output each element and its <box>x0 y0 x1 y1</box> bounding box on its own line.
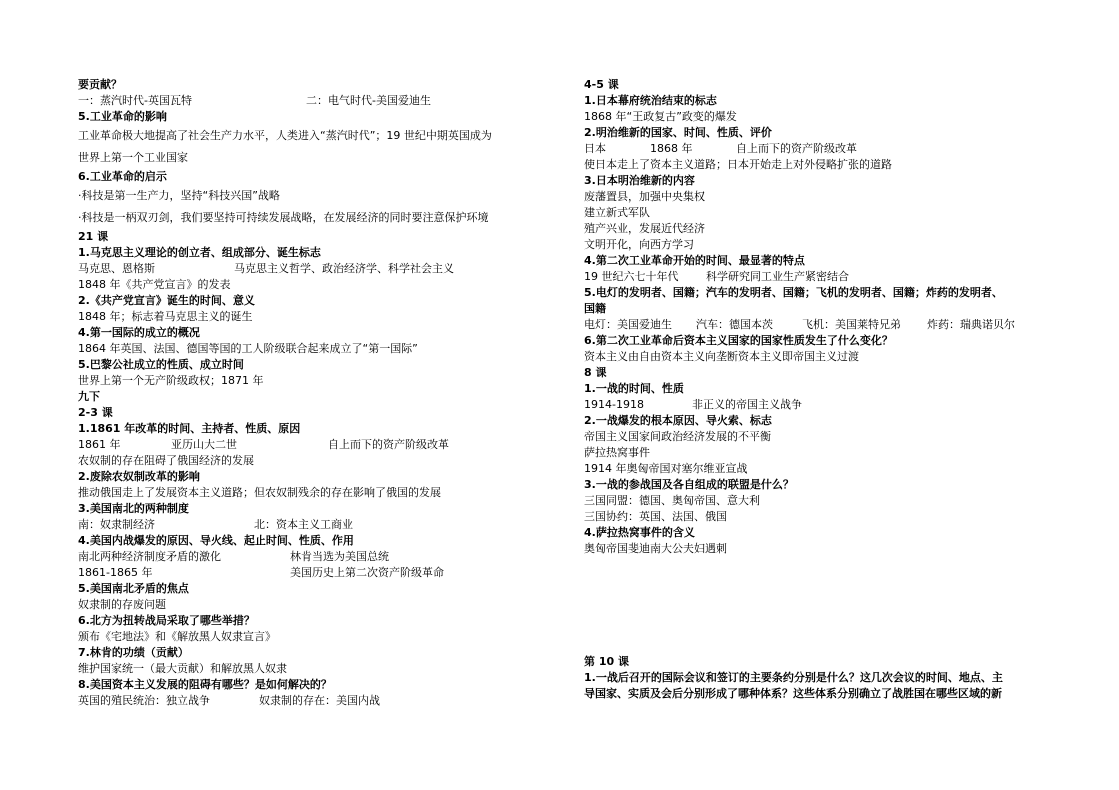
text-line: 颁布《宅地法》和《解放黑人奴隶宣言》 <box>78 630 276 643</box>
section-heading: 1.日本幕府统治结束的标志 <box>584 94 717 107</box>
text-line: 维护国家统一（最大贡献）和解放黑人奴隶 <box>78 662 287 675</box>
text-segment: 19 世纪六七十年代 <box>584 270 679 283</box>
section-heading: 3.日本明治维新的内容 <box>584 174 695 187</box>
section-heading: 2.一战爆发的根本原因、导火索、标志 <box>584 414 772 427</box>
section-heading: 1.一战的时间、性质 <box>584 382 684 395</box>
section-heading: 2.《共产党宣言》诞生的时间、意义 <box>78 294 255 307</box>
text-segment: 炸药：瑞典诺贝尔 <box>927 318 1015 331</box>
section-heading: 7.林肯的功绩（贡献） <box>78 646 189 659</box>
text-line: ·科技是第一生产力，坚持“科技兴国”战略 <box>78 189 280 202</box>
text-line: 帝国主义国家间政治经济发展的不平衡 <box>584 430 771 443</box>
section-heading: 3.一战的参战国及各自组成的联盟是什么？ <box>584 478 794 491</box>
section-heading: 6.北方为扭转战局采取了哪些举措？ <box>78 614 255 627</box>
text-segment: 1914-1918 <box>584 398 644 411</box>
section-heading: 6.工业革命的启示 <box>78 170 167 183</box>
text-segment: 汽车：德国本茨 <box>696 318 773 331</box>
text-line <box>78 517 558 533</box>
lesson-heading: 第 10 课 <box>584 655 629 668</box>
section-heading: 1.一战后召开的国际会议和签订的主要条约分别是什么？这几次会议的时间、地点、主 <box>584 671 1003 684</box>
text-line: 建立新式军队 <box>584 206 650 219</box>
text-segment: 科学研究同工业生产紧密结合 <box>706 270 849 283</box>
section-heading: 5.巴黎公社成立的性质、成立时间 <box>78 358 244 371</box>
text-segment: 马克思、恩格斯 <box>78 262 155 275</box>
text-segment: 日本 <box>584 142 606 155</box>
text-line: 1868 年“王政复古”政变的爆发 <box>584 110 737 123</box>
text-line <box>78 437 558 453</box>
text-line: 废藩置县，加强中央集权 <box>584 190 705 203</box>
section-heading: 8.美国资本主义发展的阻碍有哪些？是如何解决的？ <box>78 678 332 691</box>
text-line: 世界上第一个无产阶级政权；1871 年 <box>78 374 264 387</box>
text-line: 资本主义由自由资本主义向垄断资本主义即帝国主义过渡 <box>584 350 859 363</box>
text-line: 萨拉热窝事件 <box>584 446 650 459</box>
section-heading: 1.马克思主义理论的创立者、组成部分、诞生标志 <box>78 246 321 259</box>
text-line: ·科技是一柄双刃剑，我们要坚持可持续发展战略，在发展经济的同时要注意保护环境 <box>78 211 489 224</box>
section-heading: 1.1861 年改革的时间、主持者、性质、原因 <box>78 422 301 435</box>
text-line <box>78 693 558 709</box>
section-heading: 4.萨拉热窝事件的含义 <box>584 526 695 539</box>
section-heading: 4.美国内战爆发的原因、导火线、起止时间、性质、作用 <box>78 534 354 547</box>
text-segment: 飞机：美国莱特兄弟 <box>802 318 901 331</box>
text-segment: 自上而下的资产阶级改革 <box>328 438 449 451</box>
text-segment: 电灯：美国爱迪生 <box>584 318 672 331</box>
text-line: 农奴制的存在阻碍了俄国经济的发展 <box>78 454 254 467</box>
section-heading: 5.工业革命的影响 <box>78 110 167 123</box>
text-segment: 南：奴隶制经济 <box>78 518 155 531</box>
text-segment: 奴隶制的存在：美国内战 <box>259 694 380 707</box>
text-line: 世界上第一个工业国家 <box>78 151 188 164</box>
section-heading: 2.废除农奴制改革的影响 <box>78 470 200 483</box>
text-line <box>584 397 1054 413</box>
lesson-heading: 21 课 <box>78 230 109 243</box>
text-segment: 非正义的帝国主义战争 <box>692 398 802 411</box>
text-line: 1914 年奥匈帝国对塞尔维亚宣战 <box>584 462 748 475</box>
text-line: 三国同盟：德国、奥匈帝国、意大利 <box>584 494 760 507</box>
lesson-heading: 8 课 <box>584 366 607 379</box>
text-line: 三国协约：英国、法国、俄国 <box>584 510 727 523</box>
text-line <box>78 261 558 277</box>
text-line: 奴隶制的存废问题 <box>78 598 166 611</box>
text-segment: 1861 年 <box>78 438 121 451</box>
text-segment: 自上而下的资产阶级改革 <box>736 142 857 155</box>
text-segment: 林肯当选为美国总统 <box>290 550 389 563</box>
text-line: 奥匈帝国斐迪南大公夫妇遇刺 <box>584 542 727 555</box>
text-line: 1848 年《共产党宣言》的发表 <box>78 278 231 291</box>
text-segment: 1868 年 <box>650 142 693 155</box>
section-heading: 4.第一国际的成立的概况 <box>78 326 200 339</box>
text-line: 使日本走上了资本主义道路；日本开始走上对外侵略扩张的道路 <box>584 158 892 171</box>
section-heading: 6.第二次工业革命后资本主义国家的国家性质发生了什么变化？ <box>584 334 893 347</box>
section-heading: 5.电灯的发明者、国籍；汽车的发明者、国籍；飞机的发明者、国籍；炸药的发明者、 <box>584 286 1003 299</box>
lesson-heading: 4-5 课 <box>584 78 619 91</box>
text-segment: 马克思主义哲学、政治经济学、科学社会主义 <box>234 262 454 275</box>
section-heading: 2.明治维新的国家、时间、性质、评价 <box>584 126 772 139</box>
section-heading: 导国家、实质及会后分别形成了哪种体系？这些体系分别确立了战胜国在哪些区域的新 <box>584 687 1002 700</box>
text-line <box>78 549 558 565</box>
section-heading: 3.美国南北的两种制度 <box>78 502 189 515</box>
text-line: 推动俄国走上了发展资本主义道路；但农奴制残余的存在影响了俄国的发展 <box>78 486 441 499</box>
text-line: 1848 年；标志着马克思主义的诞生 <box>78 310 253 323</box>
text-segment: 一：蒸汽时代-英国瓦特 <box>78 94 192 107</box>
section-heading: 国籍 <box>584 302 606 315</box>
text-line: 文明开化，向西方学习 <box>584 238 694 251</box>
text-segment: 英国的殖民统治：独立战争 <box>78 694 210 707</box>
text-segment: 亚历山大二世 <box>171 438 237 451</box>
text-line: 要贡献？ <box>78 78 122 91</box>
text-segment: 北：资本主义工商业 <box>254 518 353 531</box>
left-column <box>78 77 558 709</box>
text-line <box>584 317 1054 333</box>
section-heading: 5.美国南北矛盾的焦点 <box>78 582 189 595</box>
text-line: 工业革命极大地提高了社会生产力水平，人类进入“蒸汽时代”；19 世纪中期英国成为 <box>78 129 492 142</box>
lesson-heading: 2-3 课 <box>78 406 113 419</box>
text-line <box>584 141 1054 157</box>
text-line <box>78 565 558 581</box>
right-column <box>584 77 1054 557</box>
text-line: 殖产兴业，发展近代经济 <box>584 222 705 235</box>
text-line <box>584 269 1054 285</box>
text-line: 1864 年英国、法国、德国等国的工人阶级联合起来成立了“第一国际” <box>78 342 418 355</box>
section-heading: 4.第二次工业革命开始的时间、最显著的特点 <box>584 254 805 267</box>
text-segment: 南北两种经济制度矛盾的激化 <box>78 550 221 563</box>
right-column-lower <box>584 654 1054 702</box>
text-line <box>78 93 558 109</box>
text-segment: 美国历史上第二次资产阶级革命 <box>290 566 444 579</box>
text-segment: 1861-1865 年 <box>78 566 153 579</box>
text-segment: 二：电气时代-美国爱迪生 <box>306 94 431 107</box>
grade-heading: 九下 <box>78 390 100 403</box>
